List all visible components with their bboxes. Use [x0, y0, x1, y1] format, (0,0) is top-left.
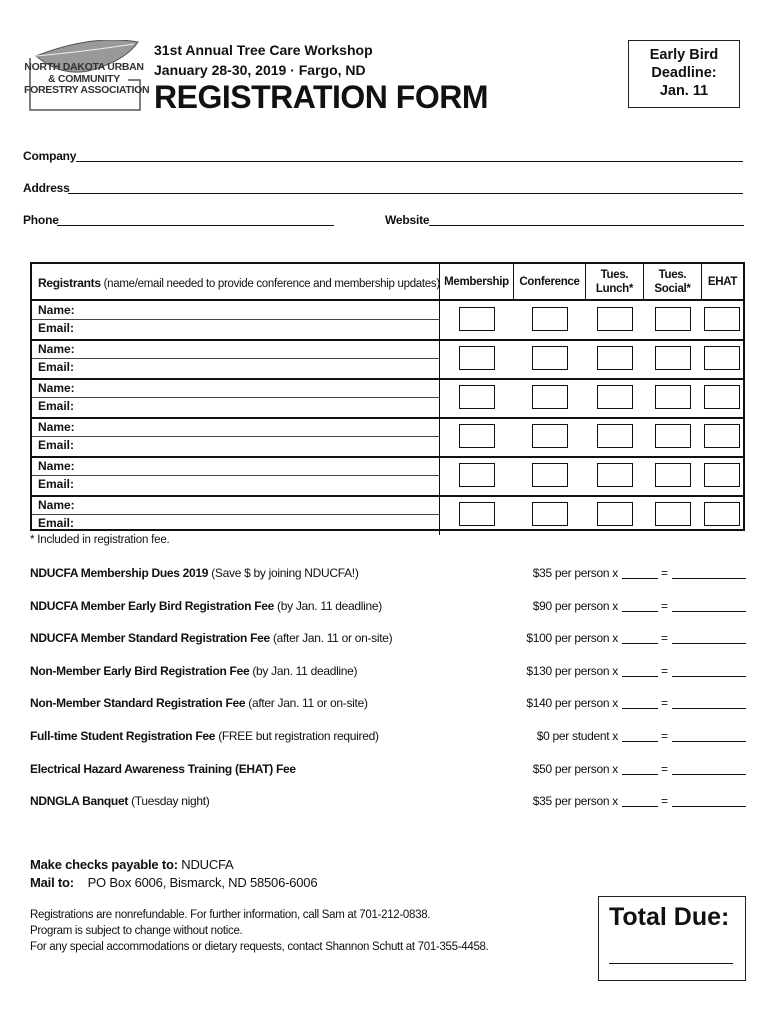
ehat-checkbox[interactable]	[704, 346, 740, 370]
registrant-name-cell[interactable]	[32, 301, 440, 340]
tues-lunch-checkbox[interactable]	[597, 385, 633, 409]
mail-to-value: PO Box 6006, Bismarck, ND 58506-6006	[87, 875, 318, 890]
line-total-field[interactable]	[672, 643, 746, 644]
total-due-label: Total Due:	[609, 903, 730, 931]
line-total-field[interactable]	[672, 676, 746, 677]
registrants-table	[30, 262, 745, 531]
total-due-field[interactable]	[609, 963, 733, 964]
line-total-field[interactable]	[672, 611, 746, 612]
email-label: Email:	[38, 438, 75, 452]
tues-social-checkbox[interactable]	[655, 385, 691, 409]
ehat-checkbox[interactable]	[704, 463, 740, 487]
name-field-line	[32, 475, 440, 476]
company-label: Company	[23, 149, 77, 163]
col-membership-label: Membership	[444, 275, 509, 288]
fee-name: Non-Member Standard Registration Fee	[30, 696, 246, 710]
line-total-field[interactable]	[672, 774, 746, 775]
email-label: Email:	[38, 399, 75, 413]
membership-checkbox[interactable]	[459, 307, 495, 331]
fee-label	[30, 566, 359, 580]
tues-lunch-checkbox[interactable]	[597, 424, 633, 448]
tues-social-checkbox[interactable]	[655, 463, 691, 487]
fee-label	[30, 631, 392, 645]
fee-name: Electrical Hazard Awareness Training (EHAT) Fee	[30, 762, 296, 776]
fee-name: NDUCFA Member Standard Registration Fee	[30, 631, 270, 645]
membership-checkbox[interactable]	[459, 424, 495, 448]
fee-note: (after Jan. 11 or on-site)	[269, 631, 393, 645]
fee-price: $140 per person x	[526, 696, 618, 710]
equals-sign: =	[661, 599, 669, 613]
ehat-checkbox[interactable]	[704, 424, 740, 448]
fee-note: (by Jan. 11 deadline)	[273, 599, 382, 613]
col-ehat-label: EHAT	[707, 275, 738, 288]
fee-price: $130 per person x	[526, 664, 618, 678]
tues-social-checkbox[interactable]	[655, 346, 691, 370]
col-conference	[514, 264, 586, 301]
website-label: Website	[385, 213, 430, 227]
registrant-name-cell[interactable]	[32, 379, 440, 418]
registrant-name-cell[interactable]	[32, 418, 440, 457]
fee-label	[30, 794, 210, 808]
name-label: Name:	[38, 342, 75, 356]
fee-price: $35 per person x	[532, 566, 618, 580]
form-title: REGISTRATION FORM	[154, 79, 488, 115]
registrant-name-cell[interactable]	[32, 496, 440, 535]
early-bird-deadline-box	[628, 40, 740, 108]
line-total-field[interactable]	[672, 741, 746, 742]
ehat-checkbox[interactable]	[704, 307, 740, 331]
workshop-name: 31st Annual Tree Care Workshop	[154, 42, 373, 58]
quantity-field[interactable]	[622, 708, 658, 709]
fee-price: $100 per person x	[526, 631, 618, 645]
name-label: Name:	[38, 459, 75, 473]
membership-checkbox[interactable]	[459, 346, 495, 370]
early-bird-line-1: Early Bird	[649, 47, 719, 63]
conference-checkbox[interactable]	[532, 346, 568, 370]
col-tues-lunch-label: Tues. Lunch*	[595, 268, 634, 295]
mail-to-label: Mail to:	[30, 875, 74, 890]
col-conference-label: Conference	[519, 275, 580, 288]
quantity-field[interactable]	[622, 676, 658, 677]
registrant-name-cell[interactable]	[32, 457, 440, 496]
col-membership	[440, 264, 514, 301]
tues-social-checkbox[interactable]	[655, 424, 691, 448]
email-label: Email:	[38, 477, 75, 491]
early-bird-line-3: Jan. 11	[659, 83, 709, 99]
fee-name: Non-Member Early Bird Registration Fee	[30, 664, 250, 678]
website-field[interactable]	[429, 225, 744, 226]
registrant-name-cell[interactable]	[32, 340, 440, 379]
line-total-field[interactable]	[672, 708, 746, 709]
registrant-row	[32, 379, 743, 418]
footnote: * Included in registration fee.	[30, 534, 170, 546]
fee-price: $35 per person x	[532, 794, 618, 808]
quantity-field[interactable]	[622, 806, 658, 807]
fee-note: (Save $ by joining NDUCFA!)	[208, 566, 359, 580]
equals-sign: =	[661, 566, 669, 580]
fee-label	[30, 664, 357, 678]
col-tues-lunch	[586, 264, 644, 301]
fee-label	[30, 696, 368, 710]
fee-label	[30, 729, 379, 743]
name-label: Name:	[38, 498, 75, 512]
quantity-field[interactable]	[622, 643, 658, 644]
fee-name: NDUCFA Member Early Bird Registration Fee	[30, 599, 274, 613]
fee-price: $50 per person x	[532, 762, 618, 776]
tues-social-checkbox[interactable]	[655, 307, 691, 331]
tues-social-checkbox[interactable]	[655, 502, 691, 526]
row-divider	[32, 417, 743, 419]
registrants-header-label: Registrants	[38, 276, 101, 290]
email-label: Email:	[38, 321, 75, 335]
fee-note: (by Jan. 11 deadline)	[249, 664, 358, 678]
workshop-date-location: January 28-30, 2019 · Fargo, ND	[154, 62, 366, 78]
fee-price: $0 per student x	[536, 729, 618, 743]
fee-note: (Tuesday night)	[128, 794, 210, 808]
fee-note: (after Jan. 11 or on-site)	[245, 696, 368, 710]
address-field[interactable]	[68, 193, 743, 194]
membership-checkbox[interactable]	[459, 385, 495, 409]
row-divider	[32, 456, 743, 458]
conference-checkbox[interactable]	[532, 307, 568, 331]
registrant-row	[32, 496, 743, 535]
name-field-line	[32, 514, 440, 515]
name-field-line	[32, 358, 440, 359]
col-ehat	[702, 264, 743, 301]
fee-name: Full-time Student Registration Fee	[30, 729, 216, 743]
conference-checkbox[interactable]	[532, 463, 568, 487]
registrant-row	[32, 301, 743, 340]
tues-lunch-checkbox[interactable]	[597, 502, 633, 526]
quantity-field[interactable]	[622, 741, 658, 742]
mail-to	[30, 875, 317, 890]
tues-lunch-checkbox[interactable]	[597, 307, 633, 331]
equals-sign: =	[661, 696, 669, 710]
ehat-checkbox[interactable]	[704, 385, 740, 409]
row-divider	[32, 495, 743, 497]
email-label: Email:	[38, 516, 75, 530]
equals-sign: =	[661, 729, 669, 743]
early-bird-line-2: Deadline:	[651, 65, 717, 81]
name-label: Name:	[38, 420, 75, 434]
registrant-row	[32, 340, 743, 379]
tues-lunch-checkbox[interactable]	[597, 463, 633, 487]
logo-line-3: FORESTRY ASSOCIATION	[24, 84, 150, 96]
col-tues-social-label: Tues. Social*	[654, 268, 691, 295]
registrants-header	[32, 264, 440, 301]
quantity-field[interactable]	[622, 611, 658, 612]
row-divider	[32, 339, 743, 341]
conference-checkbox[interactable]	[532, 424, 568, 448]
tues-lunch-checkbox[interactable]	[597, 346, 633, 370]
logo-line-2: & COMMUNITY	[48, 72, 120, 85]
fee-name: NDNGLA Banquet	[30, 794, 129, 808]
nducfa-logo	[22, 40, 150, 114]
registrant-row	[32, 457, 743, 496]
logo-line-1: NORTH DAKOTA URBAN	[24, 61, 144, 73]
fee-name: NDUCFA Membership Dues 2019	[30, 566, 209, 580]
email-label: Email:	[38, 360, 75, 374]
name-field-line	[32, 397, 440, 398]
col-tues-social	[644, 264, 702, 301]
name-label: Name:	[38, 303, 75, 317]
name-field-line	[32, 319, 440, 320]
conference-checkbox[interactable]	[532, 385, 568, 409]
note-program: Program is subject to change without notice.	[30, 925, 243, 937]
equals-sign: =	[661, 794, 669, 808]
conference-checkbox[interactable]	[532, 502, 568, 526]
name-field-line	[32, 436, 440, 437]
checks-payable	[30, 857, 234, 872]
equals-sign: =	[661, 664, 669, 678]
line-total-field[interactable]	[672, 578, 746, 579]
ehat-checkbox[interactable]	[704, 502, 740, 526]
phone-label: Phone	[23, 213, 59, 227]
fee-price: $90 per person x	[532, 599, 618, 613]
note-accommodations: For any special accommodations or dietary requests, contact Shannon Schutt at 701-355-4458.	[30, 941, 489, 953]
fee-label	[30, 599, 382, 613]
row-divider	[32, 378, 743, 380]
company-field[interactable]	[76, 161, 743, 162]
phone-field[interactable]	[57, 225, 334, 226]
address-label: Address	[23, 181, 70, 195]
line-total-field[interactable]	[672, 806, 746, 807]
membership-checkbox[interactable]	[459, 502, 495, 526]
fee-label	[30, 762, 296, 776]
equals-sign: =	[661, 762, 669, 776]
checks-payable-value: NDUCFA	[181, 857, 234, 872]
equals-sign: =	[661, 631, 669, 645]
quantity-field[interactable]	[622, 774, 658, 775]
name-label: Name:	[38, 381, 75, 395]
registrants-header-note: (name/email needed to provide conference and membership updates)	[103, 278, 440, 290]
membership-checkbox[interactable]	[459, 463, 495, 487]
checks-payable-label: Make checks payable to:	[30, 857, 178, 872]
note-refund: Registrations are nonrefundable. For further information, call Sam at 701-212-0838.	[30, 909, 431, 921]
registrant-row	[32, 418, 743, 457]
quantity-field[interactable]	[622, 578, 658, 579]
total-due-box	[598, 896, 746, 981]
fee-note: (FREE but registration required)	[215, 729, 379, 743]
